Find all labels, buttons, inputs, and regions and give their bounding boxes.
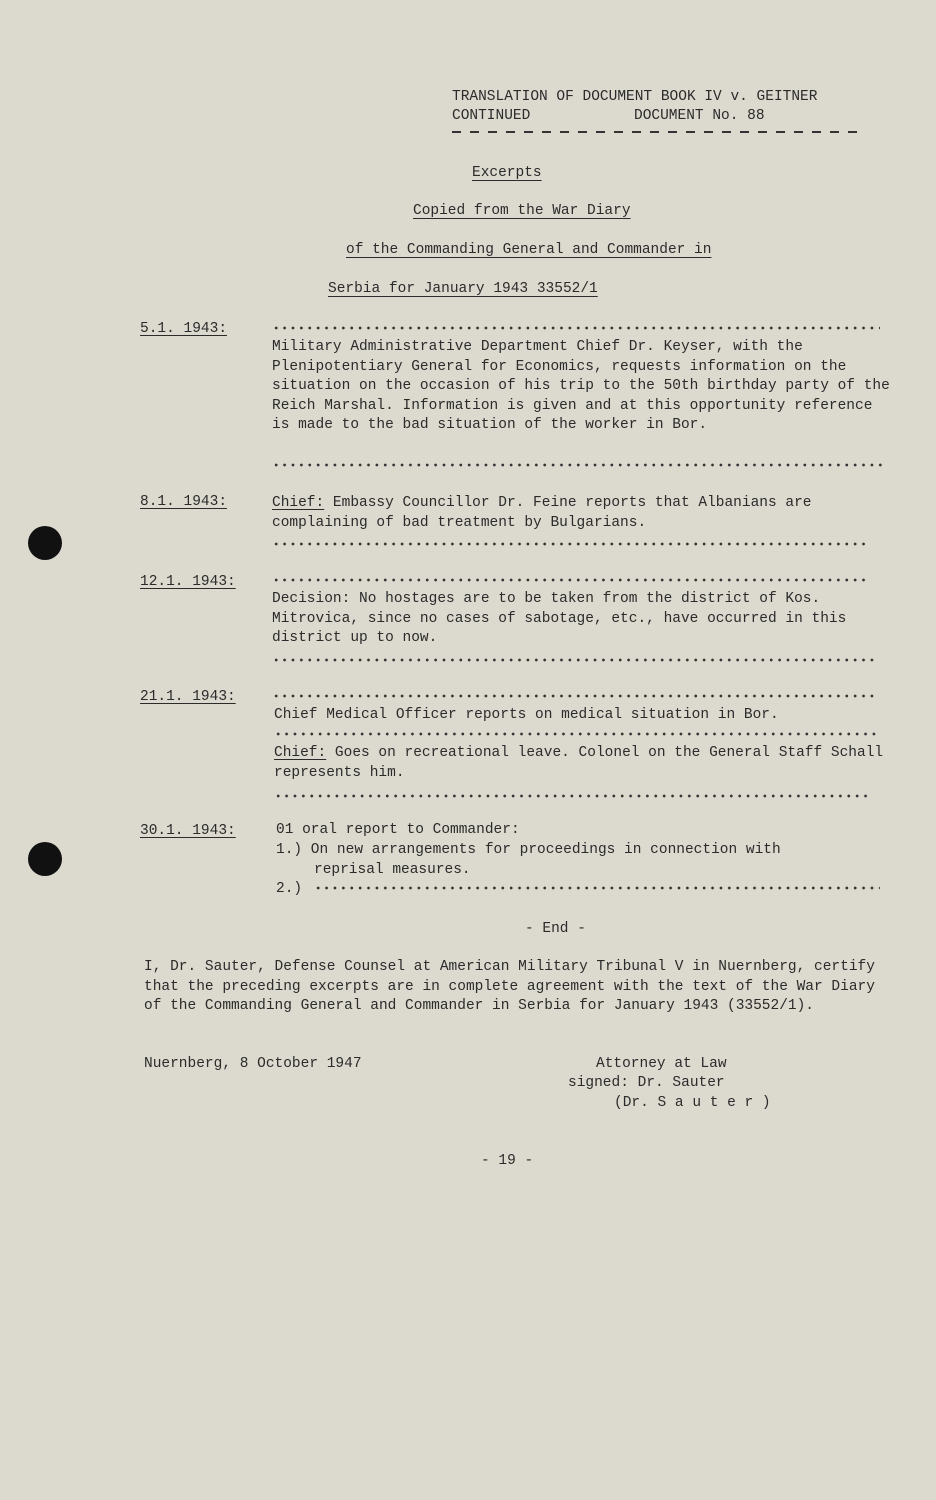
entry-date: 30.1. 1943: bbox=[140, 823, 236, 839]
punch-hole bbox=[28, 526, 62, 560]
entry-text-block bbox=[274, 744, 888, 783]
signature-name: (Dr. S a u t e r ) bbox=[614, 1095, 771, 1111]
entry-date: 8.1. 1943: bbox=[140, 494, 228, 510]
title-commanding-general: of the Commanding General and Commander in bbox=[346, 242, 712, 258]
header-divider bbox=[452, 131, 866, 133]
certification-text: I, Dr. Sauter, Defense Counsel at American Military Tribunal V in Nuernberg, certify that the preceding excerpts are in complete agreement with the text of the War Diary of the Commanding General and Commander in Serbia for January 1943 (33552/1). bbox=[144, 959, 875, 1014]
punch-hole bbox=[28, 842, 62, 876]
dotted-line bbox=[272, 657, 878, 663]
entry-text: Decision: No hostages are to be taken from the district of Kos. Mitrovica, since no cases of sabotage, etc., have occurred in this district up to now. bbox=[272, 591, 847, 646]
page-number: - 19 - bbox=[481, 1153, 534, 1169]
title-excerpts: Excerpts bbox=[472, 165, 542, 181]
entry-label: Chief: bbox=[274, 745, 327, 761]
entry-item: 2.) bbox=[276, 881, 303, 897]
entry-text-block bbox=[272, 494, 872, 533]
signature-title: Attorney at Law bbox=[596, 1056, 727, 1072]
dotted-line bbox=[314, 885, 880, 891]
entry-text: Chief Medical Officer reports on medical situation in Bor. bbox=[274, 707, 779, 723]
entry-item: 1.) On new arrangements for proceedings in connection with bbox=[276, 842, 781, 858]
dotted-line bbox=[272, 577, 868, 583]
entry-date: 12.1. 1943: bbox=[140, 574, 236, 590]
title-serbia: Serbia for January 1943 33552/1 bbox=[328, 281, 598, 297]
dotted-line bbox=[274, 731, 880, 737]
place-date: Nuernberg, 8 October 1947 bbox=[144, 1056, 362, 1072]
entry-text: Embassy Councillor Dr. Feine reports that Albanians are complaining of bad treatment by Bulgarians. bbox=[272, 495, 812, 531]
entry-date: 5.1. 1943: bbox=[140, 321, 228, 337]
signature-signed: signed: Dr. Sauter bbox=[568, 1075, 725, 1091]
end-marker: - End - bbox=[525, 921, 586, 937]
dotted-line bbox=[272, 541, 868, 547]
dotted-line bbox=[274, 793, 870, 799]
dotted-line bbox=[272, 325, 880, 331]
entry-text: Goes on recreational leave. Colonel on the General Staff Schall represents him. bbox=[274, 745, 884, 781]
entry-item-continued: reprisal measures. bbox=[314, 862, 471, 878]
entry-text: Military Administrative Department Chief Dr. Keyser, with the Plenipotentiary General for Economics, requests information on the situation on the occasion of his trip to the 50th birthday party of the Reich Marshal. Information is given and at this opportunity reference is made to the bad situation of the worker in Bor. bbox=[272, 339, 890, 433]
entry-label: Chief: bbox=[272, 495, 325, 511]
header-continued: CONTINUED bbox=[452, 108, 531, 124]
title-copied-from: Copied from the War Diary bbox=[413, 203, 631, 219]
dotted-line bbox=[272, 693, 878, 699]
header-title: TRANSLATION OF DOCUMENT BOOK IV v. GEITNER bbox=[452, 89, 818, 105]
entry-text: 01 oral report to Commander: bbox=[276, 822, 520, 838]
entry-date: 21.1. 1943: bbox=[140, 689, 236, 705]
dotted-line bbox=[272, 462, 886, 468]
header-document-number: DOCUMENT No. 88 bbox=[634, 108, 765, 124]
